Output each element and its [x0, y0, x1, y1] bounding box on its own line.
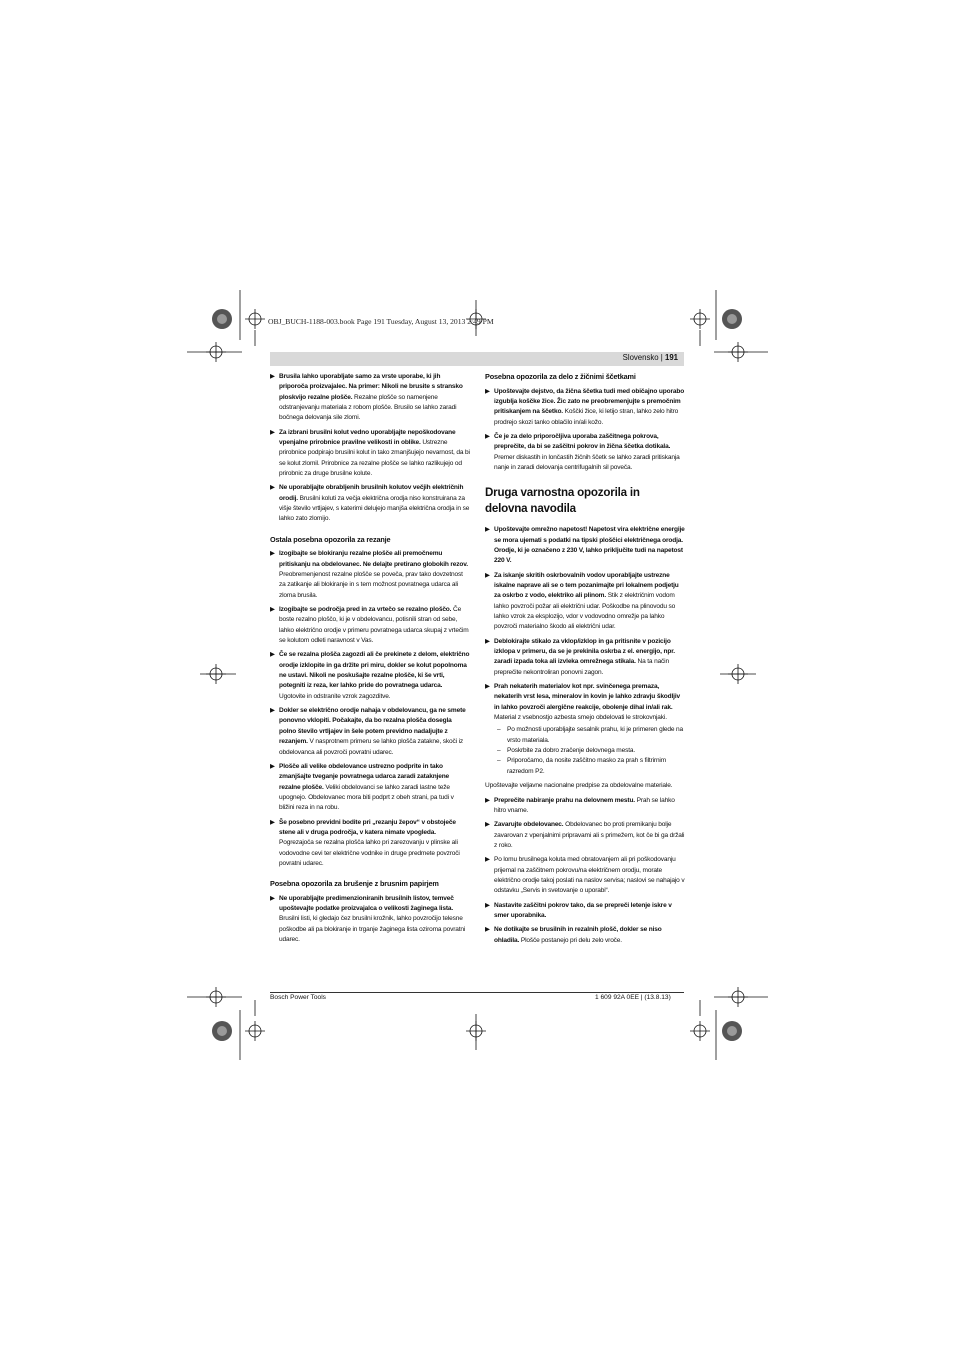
list-item: ▶ Ne uporabljajte predimenzioniranih brusilnih listov, temveč upoštevajte podatke proizvajalca o velikosti žaginega lista. Brusilni listi, ki gledajo čez brusilni krožnik, lahko povzročijo telesne poškodbe ali pa blokiranje in trganje žaginega lista oziroma povratni udarec.: [270, 894, 466, 944]
list-item: ▶ Upoštevajte omrežno napetost! Napetost vira električne energije se mora ujemati s podatki na tipski ploščici električnega orodja. Orodje, ki je označeno z 230 V, lahko priključite tudi na napetost 220 V.: [485, 526, 685, 565]
header-language: Slovensko: [622, 353, 659, 362]
list-item: ▶ Brusila lahko uporabljate samo za vrste uporabe, ki jih priporoča proizvajalec. Na primer: Nikoli ne brusite s stransko ploskvijo rezalne plošče. Rezalne plošče so namenjene odstranjevanju materiala z robom plošče. Brusilo se lahko zaradi bočnega delovanja sile zlomi.: [270, 373, 463, 422]
triangle-right-icon: ▶: [270, 818, 275, 826]
dash-item: – Priporočamo, da nosite zaščitno masko za prah s filtrirnim razredom P2.: [497, 757, 667, 775]
list-item: ▶ Če se rezalna plošča zagozdi ali če prekinete z delom, električno orodje izklopite in ga držite pri miru, dokler se kolut popolnoma ne ustavi. Nikoli ne poskušajte rezalne plošče, ki še vrti, potegniti iz reza, ker lahko pride do povratnega udarca. Ugotovite in odstranite vzrok zagozditve.: [270, 651, 470, 700]
list-item: ▶ Izogibajte se področja pred in za vrtečo se rezalno ploščo. Če boste rezalno ploščo, ki je v obdelovancu, potisnili stran od sebe, lahko električno orodje v primeru povratnega udarca skupaj z vrtečim se kolutom odleti naravnost v Vas.: [270, 606, 469, 645]
dash-item: – Poskrbite za dobro zračenje delovnega mesta.: [497, 747, 636, 755]
footer-code: 1 609 92A 0EE | (13.8.13): [595, 994, 671, 1001]
triangle-right-icon: ▶: [485, 821, 490, 829]
section-subheading: Ostala posebna opozorila za rezanje: [270, 534, 391, 544]
triangle-right-icon: ▶: [270, 550, 275, 558]
triangle-right-icon: ▶: [485, 432, 490, 440]
triangle-right-icon: ▶: [485, 571, 490, 579]
page-number: 191: [664, 353, 678, 362]
list-item: ▶ Po lomu brusilnega koluta med obratovanjem ali pri poškodovanju prijemal na zaščitnem pokrovu/na električnem orodju, morate električno orodje takoj poslati na naslov servisa; naslovi se nahajajo v odstavku „Servis in svetovanje o uporabi“.: [485, 856, 685, 895]
list-item: ▶ Plošče ali velike obdelovance ustrezno podprite in tako zmanjšajte tveganje povratnega udarca zaradi zataknjene rezalne plošče. Veliki obdelovanci se lahko zaradi lastne teže upognejo. Obdelovanec mora biti podprt z obeh strani, pa tudi v bližini reza in na robu.: [270, 762, 454, 812]
list-item: ▶ Za iskanje skritih oskrbovalnih vodov uporabljajte ustrezne iskalne naprave ali se o tem pozanimajte pri lokalnem podjetju za oskrbo z vodo, elektriko ali plinom. Stik z električnim vodom lahko povzroči požar ali električni udar. Poškodbe na plinovodu so lahko vzrok za eksplozijo, vdor v vodovodno omrežje pa lahko povzroči materialno škodo ali električni udar.: [485, 571, 679, 631]
list-item: ▶ Ne uporabljajte obrabljenih brusilnih kolutov večjih električnih orodij. Brusilni koluti za večja električna orodja niso konstruirana za višje število vrtljajev, s katerimi delujejo manjša električna orodja in se lahko zato zlomijo.: [270, 484, 470, 523]
list-item: ▶ Zavarujte obdelovanec. Obdelovanec bo proti premikanju bolje zavarovan z vpenjalnimi pripravami ali s primežem, kot če bi ga držali z roko.: [485, 821, 685, 849]
list-item: ▶ Ne dotikajte se brusilnih in rezalnih plošč, dokler se niso ohladila. Plošče postanejo pri delu zelo vroče.: [485, 926, 662, 944]
left-column: [270, 372, 470, 950]
list-item: ▶ Nastavite zaščitni pokrov tako, da se prepreči letenje iskre v smer uporabnika.: [485, 901, 672, 919]
list-item: ▶ Če je za delo priporočljiva uporaba zaščitnega pokrova, preprečite, da bi se zaščitni pokrov in žična ščetka dotikala. Premer diskastih in lončastih žičnih ščetk se lahko zaradi pritiskanja nanje in zaradi delovanja centrifugalnih sil poveča.: [485, 432, 680, 471]
triangle-right-icon: ▶: [270, 894, 275, 902]
triangle-right-icon: ▶: [485, 387, 490, 395]
header-separator: |: [658, 353, 665, 362]
triangle-right-icon: ▶: [485, 683, 490, 691]
triangle-right-icon: ▶: [485, 926, 490, 934]
dash-item: – Po možnosti uporabljajte sesalnik prahu, ki je primeren glede na vrsto materiala.: [497, 726, 683, 744]
section-subheading: Posebna opozorila za delo z žičnimi ščetkami: [485, 372, 636, 381]
list-item: ▶ Še posebno previdni bodite pri „rezanju žepov“ v obstoječe stene ali v druga področja, v katera nimate vpogleda. Pogrezajoča se rezalna plošča lahko pri zarezovanju v plinske ali vodovodne cevi ter električne vodnike in druge predmete povzroči povratni udarec.: [270, 818, 460, 867]
section-subheading: Posebna opozorila za brušenje z brusnim papirjem: [270, 879, 439, 889]
list-item: ▶ Deblokirajte stikalo za vklop/izklop in ga pritisnite v pozicijo izklopa v primeru, da se je prekinila oskrba z el. energijo, npr. zaradi izpada toka ali izvleka omrežnega stikala. Na ta način preprečite nekontroliran ponovni zagon.: [485, 637, 675, 676]
page-header: [623, 353, 678, 362]
triangle-right-icon: ▶: [270, 762, 275, 770]
triangle-right-icon: ▶: [485, 901, 490, 909]
triangle-right-icon: ▶: [270, 651, 275, 659]
triangle-right-icon: ▶: [485, 526, 490, 534]
triangle-right-icon: ▶: [485, 856, 490, 864]
page-header-bar: [270, 352, 684, 366]
triangle-right-icon: ▶: [270, 484, 275, 492]
list-item: ▶ Upoštevajte dejstvo, da žična ščetka tudi med običajno uporabo izgublja koščke žice. Žic zato ne preobremenjujte s premočnim pritiskanjem na ščetko. Koščki žice, ki letijo stran, lahko zelo hitro prodrejo skozi tanko oblačilo in/ali kožo.: [485, 387, 685, 426]
triangle-right-icon: ▶: [485, 796, 490, 804]
paragraph: Upoštevajte veljavne nacionalne predpise za obdelovalne materiale.: [485, 782, 673, 790]
list-item: ▶ Dokler se električno orodje nahaja v obdelovancu, ga ne smete ponovno vklopiti. Počakajte, da bo rezalna plošča dosegla polno število vrtljajev in šele potem previdno nadaljujte z rezanjem. V nasprotnem primeru se lahko plošča zatakne, skoči iz obdelovanca ali povzroči povratni udarec.: [270, 707, 466, 756]
triangle-right-icon: ▶: [270, 606, 275, 614]
book-file-line: OBJ_BUCH-1188-003.book Page 191 Tuesday, August 13, 2013 2:49 PM: [268, 317, 494, 326]
triangle-right-icon: ▶: [270, 428, 275, 436]
footer-brand: Bosch Power Tools: [270, 994, 326, 1001]
triangle-right-icon: ▶: [270, 707, 275, 715]
triangle-right-icon: ▶: [270, 373, 275, 380]
list-item: ▶ Za izbrani brusilni kolut vedno uporabljajte nepoškodovane vpenjalne prirobnice pravilne velikosti in oblike. Ustrezne prirobnice podpirajo brusilni kolut in tako zmanjšujejo nevarnost, da bi se kolut zlomil. Prirobnice za rezalne plošče se lahko razlikujejo od prirobnic za druge brusilne kolute.: [270, 428, 470, 478]
right-column: [485, 372, 685, 950]
list-item: ▶ Preprečite nabiranje prahu na delovnem mestu. Prah se lahko hitro vname.: [485, 796, 675, 814]
triangle-right-icon: ▶: [485, 637, 490, 645]
list-item: ▶ Prah nekaterih materialov kot npr. svinčenega premaza, nekaterih vrst lesa, mineralov in kovin je lahko zdravju škodljiv in lahko povzroči alergične reakcije, obolenje dihal in/ali rak. Material z vsebnostjo azbesta smejo obdelovati le strokovnjaki.: [485, 683, 681, 722]
footer-rule: [270, 992, 684, 993]
section-heading: Druga varnostna opozorila in delovna navodila: [485, 486, 640, 516]
list-item: ▶ Izogibajte se blokiranju rezalne plošče ali premočnemu pritiskanju na obdelovanec. Ne delajte pretirano globokih rezov. Preobremenjenost rezalne plošče se poveča, prav tako dovzetnost za zatikanje ali blokiranje in s tem možnost povratnega udarca ali zloma brusila.: [270, 550, 468, 599]
